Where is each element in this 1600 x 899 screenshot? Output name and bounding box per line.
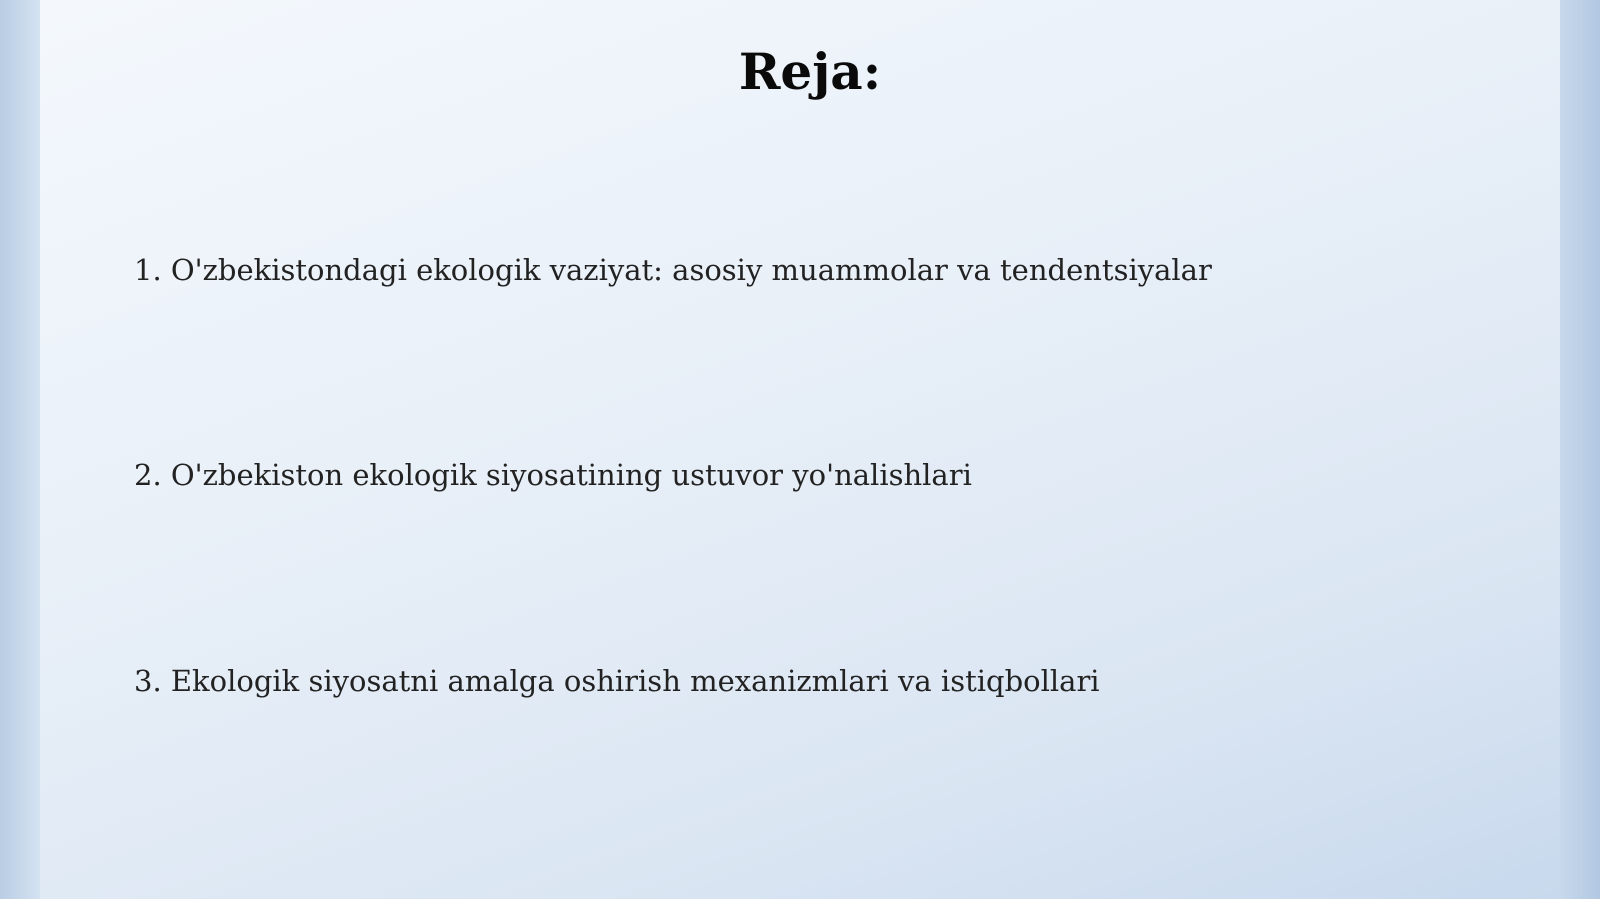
plan-item-2: 2. O'zbekiston ekologik siyosatining ustuvor yo'nalishlari — [134, 458, 972, 492]
plan-item-1: 1. O'zbekistondagi ekologik vaziyat: asosiy muammolar va tendentsiyalar — [134, 253, 1212, 287]
slide — [40, 0, 1560, 899]
plan-item-3: 3. Ekologik siyosatni amalga oshirish mexanizmlari va istiqbollari — [134, 664, 1100, 698]
slide-title: Reja: — [738, 42, 882, 101]
